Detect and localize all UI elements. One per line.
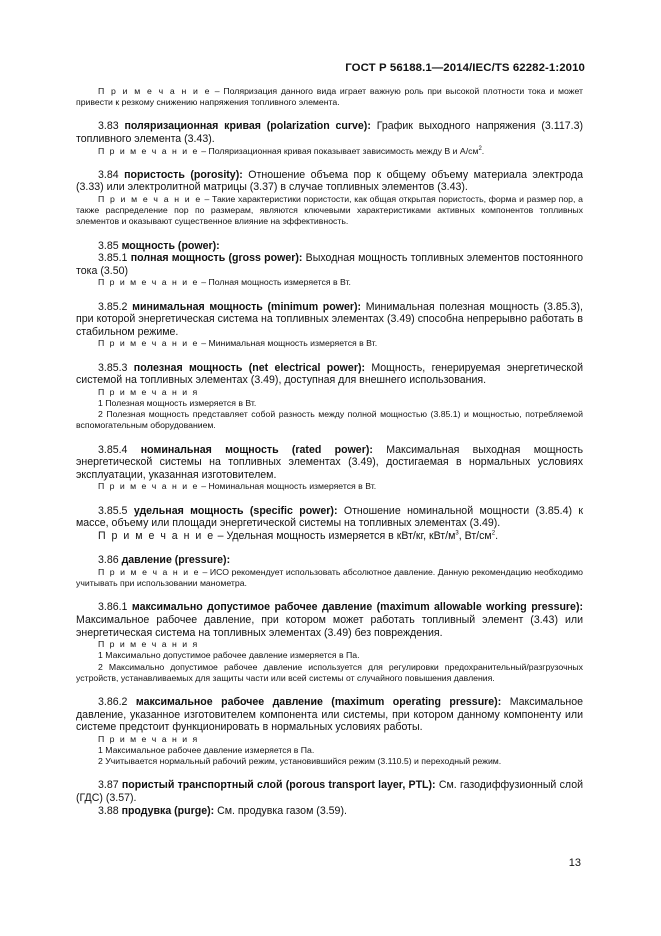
term-title: поляризационная кривая (polarization curve): bbox=[124, 120, 371, 133]
term-definition: Максимальная выходная мощность энергетической системы на топливных элементах (3.49), достигаемая в нормальных условиях эксплуатации, указанная изготовителем. bbox=[76, 443, 584, 481]
note-3-85-4 bbox=[76, 481, 583, 492]
term-3-88 bbox=[76, 805, 583, 818]
term-number: 3.85.3 bbox=[98, 361, 134, 374]
note-text: – Номинальная мощность измеряется в Вт. bbox=[198, 481, 377, 492]
term-3-87 bbox=[76, 779, 583, 804]
term-title: продувка (purge): bbox=[121, 804, 215, 817]
term-title: пористый транспортный слой (porous transport layer, PTL): bbox=[121, 779, 436, 792]
term-definition: Минимальная полезная мощность (3.85.3), при которой энергетическая система на топливных элементах (3.49) способна непрерывно работать в стабильном режиме. bbox=[76, 300, 583, 338]
note-label: П р и м е ч а н и е bbox=[98, 481, 199, 492]
term-title: мощность (power): bbox=[121, 239, 220, 252]
term-title: максимально допустимое рабочее давление (maximum allowable working pressure): bbox=[131, 601, 584, 614]
term-number: 3.83 bbox=[98, 120, 125, 133]
note-label: П р и м е ч а н и е bbox=[98, 338, 199, 349]
term-number: 3.85.2 bbox=[98, 300, 133, 313]
page-number: 13 bbox=[568, 857, 581, 869]
note-item: 2 Полезная мощность представляет собой разность между полной мощностью (3.85.1) и мощностью, потребляемой вспомогательным оборудованием. bbox=[76, 409, 583, 431]
note-text: – Удельная мощность измеряется в кВт/кг, кВт/м bbox=[214, 529, 456, 542]
term-definition: График выходного напряжения (3.117.3) топливного элемента (3.43). bbox=[76, 120, 584, 145]
note-intro bbox=[76, 86, 583, 108]
notes-label: П р и м е ч а н и я bbox=[98, 733, 199, 744]
term-title: полезная мощность (net electrical power): bbox=[133, 361, 365, 374]
term-number: 3.85 bbox=[98, 239, 122, 252]
term-number: 3.86 bbox=[98, 554, 122, 567]
note-label: П р и м е ч а н и е bbox=[98, 86, 212, 96]
superscript: 2 bbox=[491, 530, 496, 537]
note-end: . bbox=[495, 529, 499, 542]
term-3-83 bbox=[76, 120, 583, 145]
term-title: удельная мощность (specific power): bbox=[133, 504, 338, 517]
term-3-85-3 bbox=[76, 362, 583, 387]
term-number: 3.85.5 bbox=[98, 504, 134, 517]
term-definition: Мощность, генерируемая энергетической системой на топливных элементах (3.49), доступная для внешнего использования. bbox=[76, 361, 583, 387]
notes-label-3-86-2 bbox=[76, 734, 583, 745]
note-label: П р и м е ч а н и е bbox=[98, 193, 202, 204]
note-text: – ИСО рекомендует использовать абсолютное давление. Данную рекомендацию необходимо учитывать при использовании манометра. bbox=[76, 566, 583, 589]
term-definition: См. продувка газом (3.59). bbox=[214, 804, 347, 817]
term-3-85 bbox=[76, 240, 583, 253]
superscript: 3 bbox=[455, 530, 459, 537]
term-definition: Максимальное рабочее давление, при котором может работать топливный элемент (3.43) или энергетическая система на топливных элементах (3.49) без повреждения. bbox=[76, 613, 583, 639]
note-text: – Полная мощность измеряется в Вт. bbox=[198, 277, 351, 288]
notes-label: П р и м е ч а н и я bbox=[98, 639, 199, 650]
term-number: 3.85.1 bbox=[98, 252, 131, 265]
term-title: минимальная мощность (minimum power): bbox=[132, 300, 362, 313]
note-item: 1 Полезная мощность измеряется в Вт. bbox=[98, 397, 257, 408]
term-title: номинальная мощность (rated power): bbox=[140, 443, 373, 456]
notes-label-3-86-1 bbox=[76, 639, 583, 650]
term-3-84 bbox=[76, 169, 583, 194]
term-number: 3.87 bbox=[98, 779, 122, 792]
note-end: . bbox=[481, 145, 485, 156]
note-3-86 bbox=[76, 567, 583, 589]
note-3-85-1 bbox=[76, 277, 583, 288]
note-item: 2 Учитывается нормальный рабочий режим, установившийся режим (3.110.5) и переходный режим. bbox=[98, 756, 502, 767]
term-3-85-1 bbox=[76, 252, 583, 277]
term-title: пористость (porosity): bbox=[124, 168, 243, 181]
note-label: П р и м е ч а н и е bbox=[98, 529, 215, 542]
note-text: , Вт/см bbox=[458, 529, 492, 542]
note-item: 1 Максимальное рабочее давление измеряется в Па. bbox=[98, 744, 315, 755]
term-3-86-1 bbox=[76, 601, 583, 639]
note-text: – Такие характеристики пористости, как общая открытая пористость, форма и размер пор, а также распределение пор по размерам, являются ключевыми характеристиками активных компонентов топливных элементов и оказывают существенное влияние на эффективность. bbox=[76, 193, 584, 227]
note-text: – Минимальная мощность измеряется в Вт. bbox=[198, 338, 378, 349]
note-label: П р и м е ч а н и е bbox=[98, 145, 199, 156]
term-3-85-4 bbox=[76, 444, 583, 482]
superscript: 2 bbox=[478, 145, 482, 152]
term-definition: Выходная мощность топливных элементов постоянного тока (3.50) bbox=[76, 252, 583, 277]
note-3-85-2 bbox=[76, 338, 583, 349]
notes-label-3-85-3 bbox=[76, 387, 583, 398]
note-label: П р и м е ч а н и е bbox=[98, 277, 199, 288]
term-definition: Отношение номинальной мощности (3.85.4) к массе, объему или площади энергетической системы на топливных элементах (3.49). bbox=[76, 504, 583, 530]
term-number: 3.84 bbox=[98, 168, 125, 181]
note-3-84 bbox=[76, 194, 583, 228]
note-item: 1 Максимально допустимое рабочее давление измеряется в Па. bbox=[98, 650, 360, 661]
notes-label: П р и м е ч а н и я bbox=[98, 386, 199, 397]
note-item: 2 Максимально допустимое рабочее давление используется для регулировки предохранительный/разгрузочных устройств, устанавливаемых для защиты части или всей системы от случайного повышения давления. bbox=[76, 661, 583, 683]
note-label: П р и м е ч а н и е bbox=[98, 566, 200, 577]
term-3-85-5 bbox=[76, 505, 583, 530]
term-title: максимальное рабочее давление (maximum operating pressure): bbox=[135, 695, 502, 708]
term-title: полная мощность (gross power): bbox=[130, 252, 303, 265]
term-3-86 bbox=[76, 554, 583, 567]
term-3-85-2 bbox=[76, 301, 583, 339]
term-title: давление (pressure): bbox=[121, 554, 231, 567]
term-3-86-2 bbox=[76, 696, 583, 734]
term-number: 3.86.2 bbox=[98, 695, 136, 708]
term-number: 3.85.4 bbox=[98, 443, 141, 456]
term-number: 3.86.1 bbox=[98, 601, 132, 614]
document-header: ГОСТ Р 56188.1—2014/IEC/TS 62282-1:2010 bbox=[345, 62, 585, 74]
page-content bbox=[76, 86, 583, 817]
note-3-83 bbox=[76, 146, 583, 157]
note-text: – Поляризация данного вида играет важную роль при высокой плотности тока и может привести к резкому снижению напряжения топливного элемента. bbox=[76, 86, 584, 108]
term-definition: Максимальное давление, указанное изготовителем компонента или системы, при котором данному компоненту или системе предстоит функционировать в нормальных условиях работы. bbox=[76, 695, 584, 734]
term-definition: См. газодиффузионный слой (ГДС) (3.57). bbox=[76, 779, 584, 804]
note-text: – Поляризационная кривая показывает зависимость между В и А/см bbox=[198, 145, 479, 156]
term-definition: Отношение объема пор к общему объему материала электрода (3.33) или электролитной матрицы (3.37) в случае топливных элементов (3.43). bbox=[76, 168, 583, 194]
note-3-85-5 bbox=[76, 530, 583, 543]
term-number: 3.88 bbox=[98, 804, 122, 817]
